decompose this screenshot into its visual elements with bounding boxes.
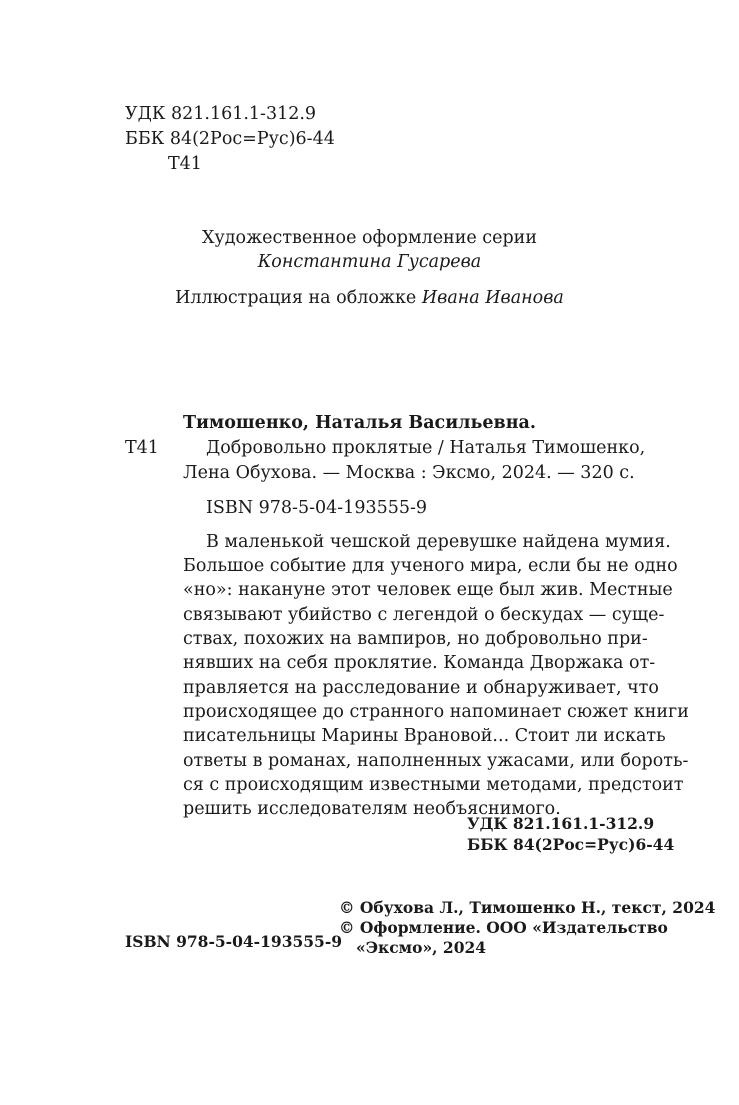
annotation-line: ствах, похожих на вампиров, но добровольно при- (183, 629, 648, 649)
header-bbk: ББК 84(2Рос=Рус)6-44 (125, 129, 335, 149)
annotation-line-last: решить исследователям необъяснимого. (183, 799, 561, 819)
copyright-text: © Обухова Л., Тимошенко Н., текст, 2024 (339, 898, 716, 917)
bibliography-isbn: ISBN 978-5-04-193555-9 (206, 498, 428, 518)
design-credit-author: Константина Гусарева (257, 252, 482, 272)
bibliography-author: Тимошенко, Наталья Васильевна. (183, 413, 536, 433)
annotation-line: ся с происходящим известными методами, предстоит (183, 775, 684, 795)
illustration-credit-prefix: Иллюстрация на обложке (175, 288, 417, 308)
illustration-credit-author: Ивана Иванова (421, 288, 564, 308)
annotation-line: происходящее до странного напоминает сюжет книги (183, 702, 689, 722)
annotation-line: правляется на расследование и обнаруживает, что (183, 678, 659, 698)
bibliography-publisher-line: Лена Обухова. — Москва : Эксмо, 2024. — 320 с. (183, 463, 635, 483)
header-udk: УДК 821.161.1-312.9 (125, 104, 317, 124)
copyright-design-line1: © Оформление. ООО «Издательство (339, 918, 668, 937)
classification-udk: УДК 821.161.1-312.9 (467, 814, 655, 833)
bibliography-code: Т41 (125, 438, 159, 458)
copyright-design-line2: «Эксмо», 2024 (356, 938, 487, 957)
annotation-line: писательницы Марины Врановой... Стоит ли искать (183, 726, 666, 746)
annotation-line: В маленькой чешской деревушке найдена мумия. (206, 532, 671, 552)
annotation-line: Большое событие для ученого мира, если бы не одно (183, 556, 678, 576)
annotation-line: нявших на себя проклятие. Команда Дворжака от- (183, 653, 656, 673)
footer-isbn: ISBN 978-5-04-193555-9 (125, 932, 343, 951)
classification-bbk: ББК 84(2Рос=Рус)6-44 (467, 835, 675, 854)
illustration-credit (0, 287, 739, 310)
annotation-line: связывают убийство с легендой о бескудах — суще- (183, 605, 665, 625)
annotation-line: «но»: накануне этот человек еще был жив. Местные (183, 580, 673, 600)
bibliography-title-line: Добровольно проклятые / Наталья Тимошенко, (206, 438, 646, 458)
annotation-line: ответы в романах, наполненных ужасами, или бороть- (183, 751, 689, 771)
header-code: Т41 (168, 154, 202, 174)
design-credit-line: Художественное оформление серии (202, 228, 537, 248)
